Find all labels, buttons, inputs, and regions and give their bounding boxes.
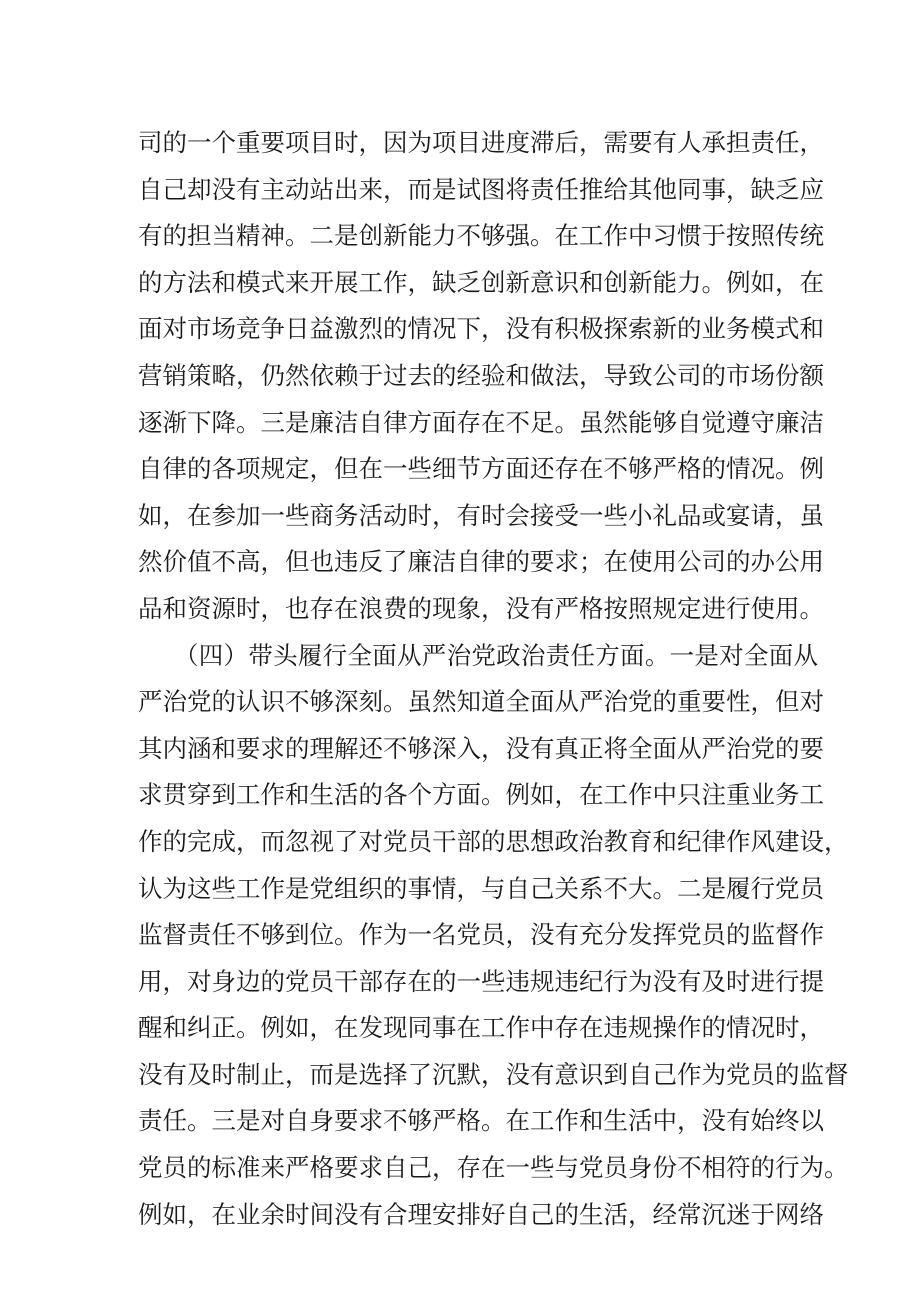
text-line: 监督责任不够到位。作为一名党员，没有充分发挥党员的监督作 [138, 920, 824, 950]
document-body [138, 120, 849, 1238]
text-line: 自律的各项规定，但在一些细节方面还存在不够严格的情况。例 [138, 454, 824, 484]
text-line: 有的担当精神。二是创新能力不够强。在工作中习惯于按照传统 [138, 221, 824, 251]
text-line: 醒和纠正。例如，在发现同事在工作中存在违规操作的情况时， [138, 1013, 824, 1043]
text-line: 认为这些工作是党组织的事情，与自己关系不大。二是履行党员 [138, 873, 824, 903]
text-line: 司的一个重要项目时，因为项目进度滞后，需要有人承担责任， [138, 128, 824, 157]
text-line: 品和资源时，也存在浪费的现象，没有严格按照规定进行使用。 [138, 593, 824, 623]
section-heading-line: （四）带头履行全面从严治党政治责任方面。一是对全面从 [174, 640, 818, 670]
text-line: 然价值不高，但也违反了廉洁自律的要求；在使用公司的办公用 [138, 547, 824, 577]
text-line: 面对市场竞争日益激烈的情况下，没有积极探索新的业务模式和 [138, 314, 824, 344]
text-line: 例如，在业余时间没有合理安排好自己的生活，经常沉迷于网络 [138, 1199, 824, 1229]
text-line: 严治党的认识不够深刻。虽然知道全面从严治党的重要性，但对 [138, 687, 824, 717]
text-line: 的方法和模式来开展工作，缺乏创新意识和创新能力。例如，在 [138, 267, 824, 297]
text-line: 没有及时制止，而是选择了沉默，没有意识到自己作为党员的监督 [138, 1059, 849, 1089]
text-line: 其内涵和要求的理解还不够深入，没有真正将全面从严治党的要 [138, 733, 824, 763]
text-line: 责任。三是对自身要求不够严格。在工作和生活中，没有始终以 [138, 1106, 824, 1136]
text-line: 如，在参加一些商务活动时，有时会接受一些小礼品或宴请，虽 [138, 500, 824, 530]
text-line: 用，对身边的党员干部存在的一些违规违纪行为没有及时进行提 [138, 966, 824, 996]
text-line: 求贯穿到工作和生活的各个方面。例如，在工作中只注重业务工 [138, 780, 824, 810]
text-line: 自己却没有主动站出来，而是试图将责任推给其他同事，缺乏应 [138, 174, 824, 204]
text-line: 作的完成，而忽视了对党员干部的思想政治教育和纪律作风建设， [138, 826, 849, 856]
text-line: 逐渐下降。三是廉洁自律方面存在不足。虽然能够自觉遵守廉洁 [138, 407, 824, 437]
text-line: 营销策略，仍然依赖于过去的经验和做法，导致公司的市场份额 [138, 360, 824, 390]
text-line: 党员的标准来严格要求自己，存在一些与党员身份不相符的行为。 [138, 1153, 849, 1183]
